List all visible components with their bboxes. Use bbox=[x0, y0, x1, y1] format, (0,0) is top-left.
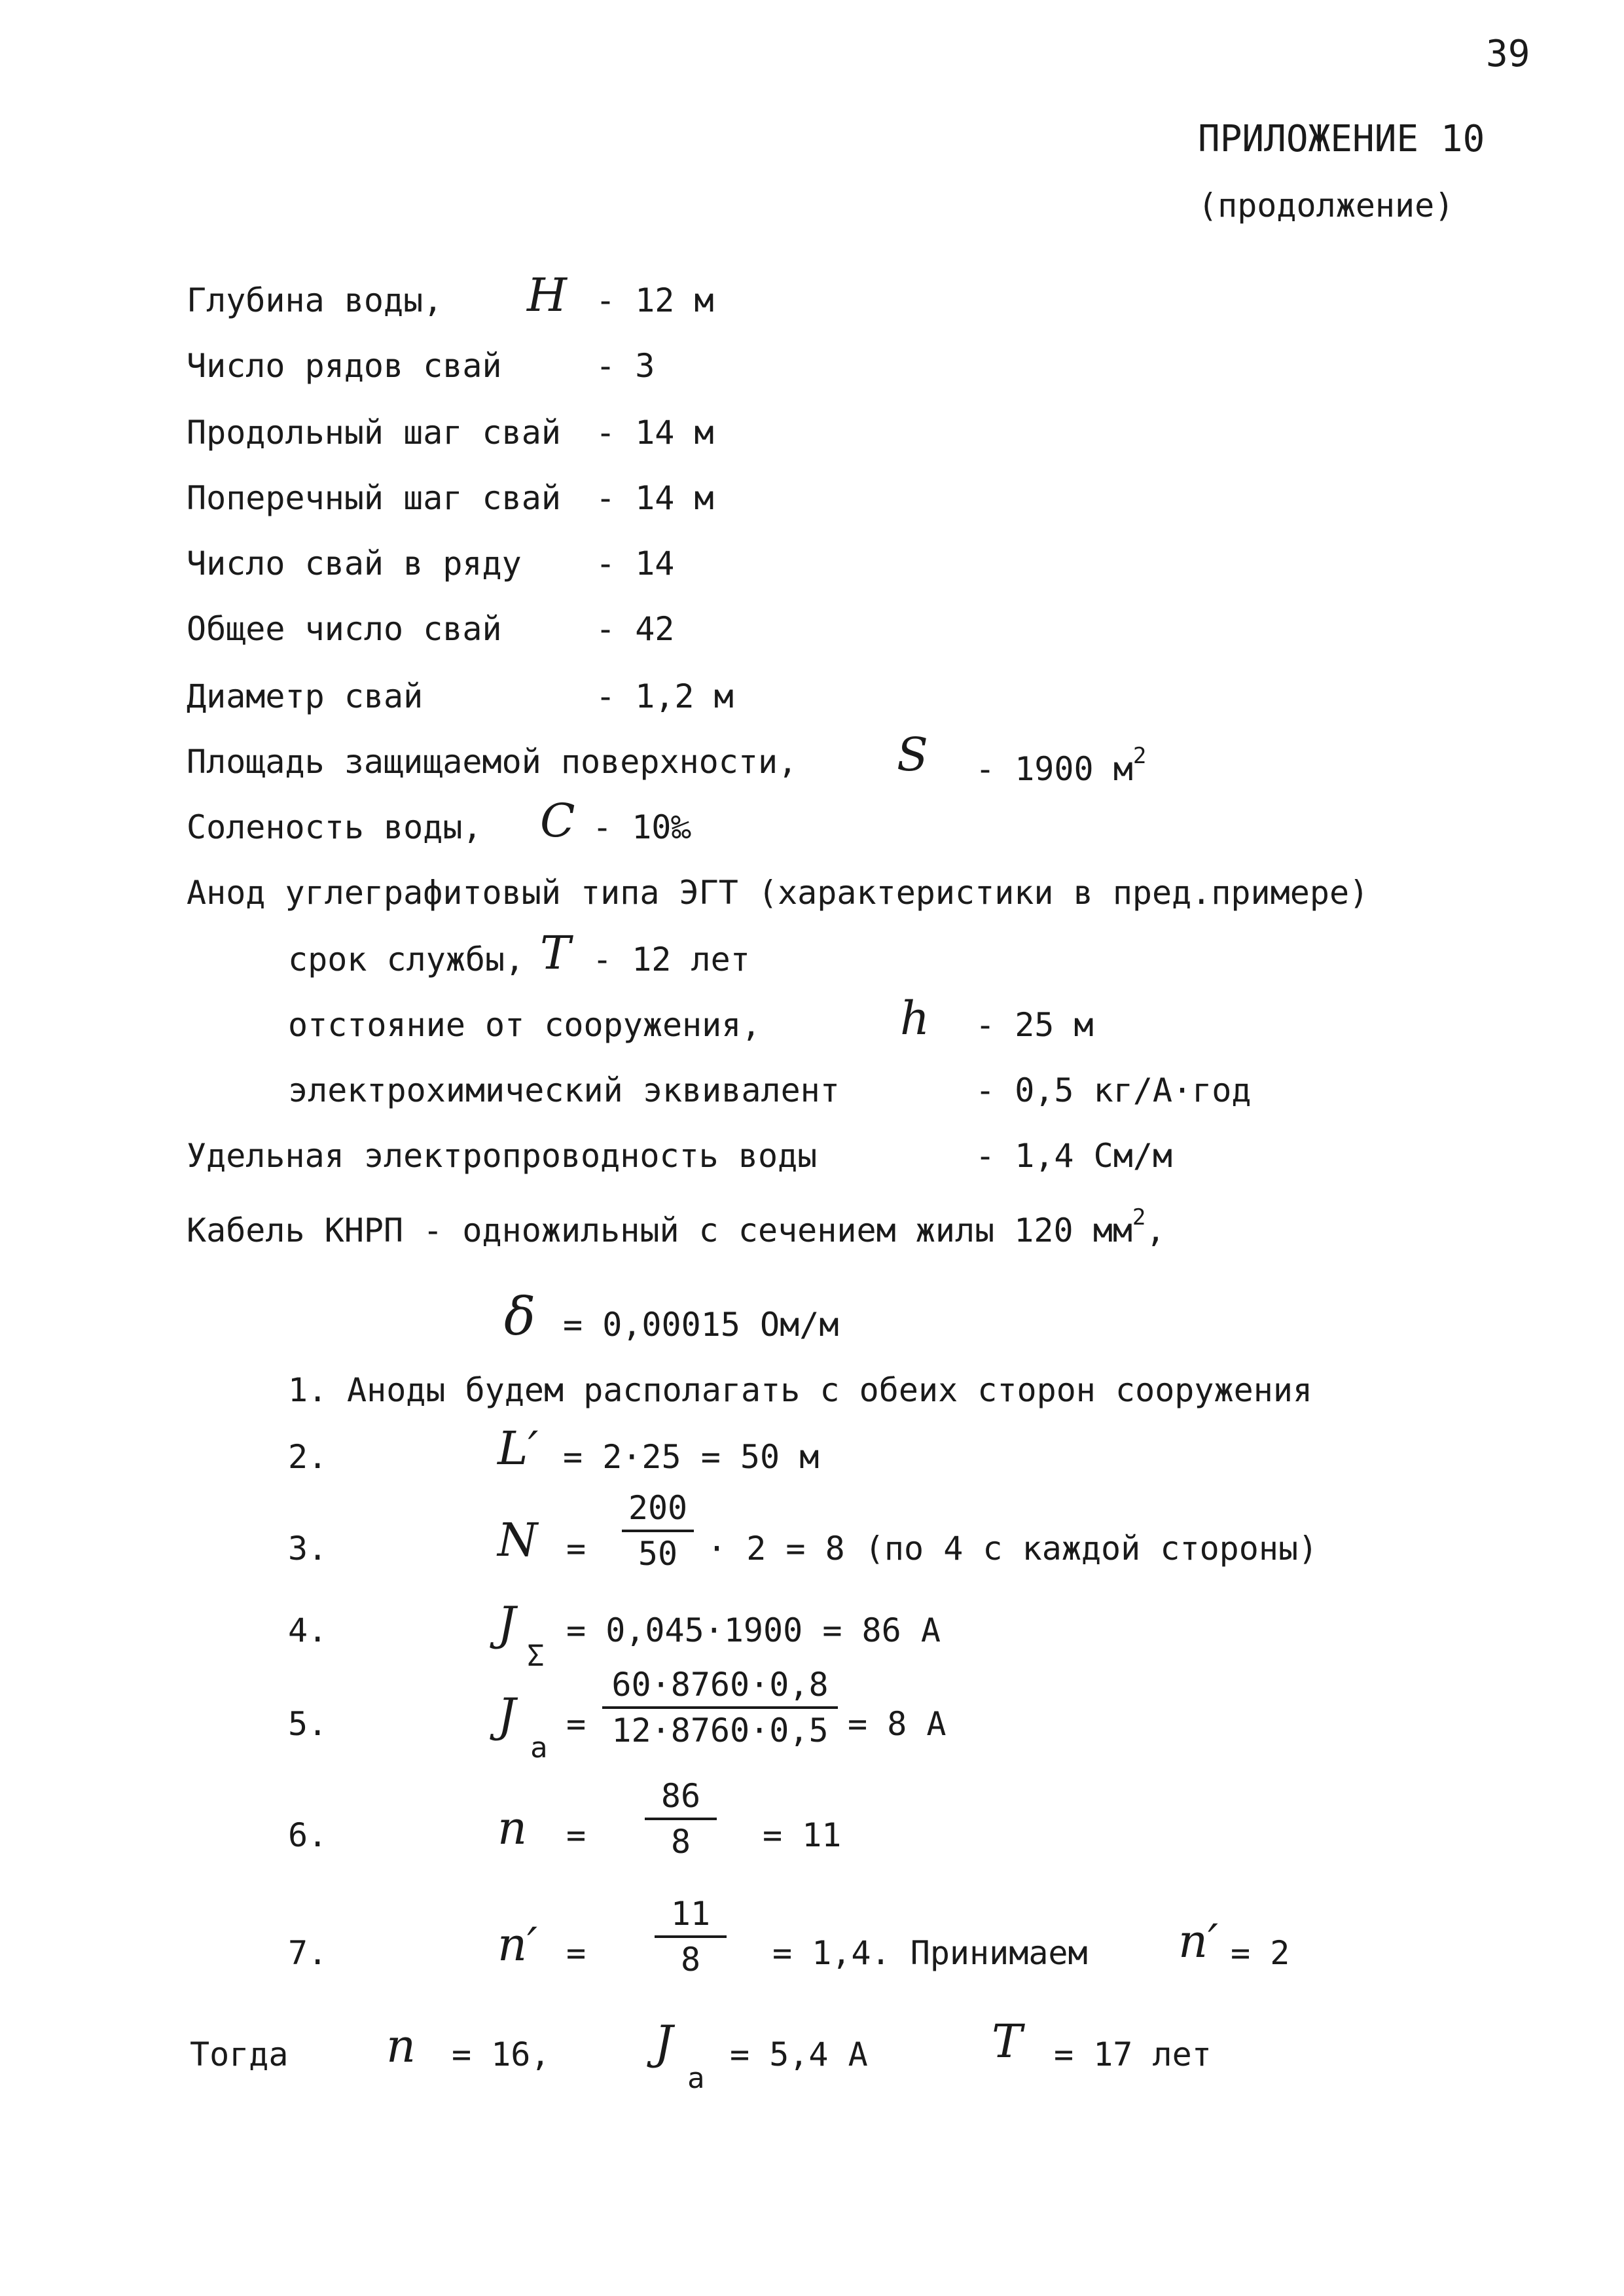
service-label: срок службы, bbox=[288, 941, 525, 978]
area-label: Площадь защищаемой поверхности, bbox=[187, 743, 798, 781]
cable-label bbox=[187, 1204, 1166, 1249]
step-5-subscript: a bbox=[530, 1731, 548, 1765]
page-number: 39 bbox=[1486, 33, 1530, 75]
service-value: - 12 лет bbox=[592, 941, 750, 978]
step-5-number: 5. bbox=[288, 1705, 328, 1743]
long-step-value: - 14 м bbox=[596, 414, 714, 452]
distance-value: - 25 м bbox=[975, 1006, 1094, 1044]
step-4-subscript: Σ bbox=[527, 1640, 545, 1673]
delta-symbol: δ bbox=[504, 1286, 536, 1347]
step-6-symbol: n bbox=[497, 1801, 528, 1855]
cable-exponent: 2 bbox=[1132, 1204, 1146, 1230]
step-6-numerator: 86 bbox=[645, 1777, 717, 1820]
depth-label: Глубина воды, bbox=[187, 281, 443, 319]
total-label: Общее число свай bbox=[187, 610, 502, 648]
conductivity-label: Удельная электропроводность воды bbox=[187, 1137, 818, 1175]
conclusion-ja-subscript: a bbox=[687, 2062, 705, 2095]
depth-value: - 12 м bbox=[596, 281, 714, 319]
conclusion-ja-value: = 5,4 А bbox=[730, 2036, 868, 2073]
step-4-symbol: J bbox=[497, 1597, 516, 1651]
step-5-fraction bbox=[602, 1666, 838, 1749]
per-row-value: - 14 bbox=[596, 545, 675, 583]
diameter-label: Диаметр свай bbox=[187, 677, 424, 715]
equiv-value: - 0,5 кг/А·год bbox=[975, 1071, 1252, 1109]
step-5-expression: = 8 А bbox=[848, 1705, 947, 1743]
step-7-result-symbol: n′ bbox=[1178, 1914, 1218, 1968]
step-6-fraction bbox=[645, 1777, 717, 1861]
step-1-text: Аноды будем располагать с обеих сторон сооружения bbox=[347, 1371, 1313, 1409]
area-value bbox=[975, 743, 1146, 788]
distance-symbol: h bbox=[900, 992, 930, 1045]
step-5-numerator: 60·8760·0,8 bbox=[602, 1666, 838, 1709]
step-2-expression: = 2·25 = 50 м bbox=[563, 1438, 820, 1476]
area-exponent: 2 bbox=[1132, 743, 1147, 769]
conclusion-ja-symbol: J bbox=[655, 2016, 674, 2070]
step-6-number: 6. bbox=[288, 1816, 328, 1854]
step-7-number: 7. bbox=[288, 1934, 328, 1972]
step-3-number: 3. bbox=[288, 1530, 328, 1568]
step-7-numerator: 11 bbox=[655, 1895, 727, 1938]
conductivity-value: - 1,4 См/м bbox=[975, 1137, 1173, 1175]
area-value-text: - 1900 м bbox=[975, 750, 1133, 788]
appendix-continuation: (продолжение) bbox=[1198, 187, 1454, 224]
step-2-symbol: L′ bbox=[497, 1422, 539, 1475]
step-4-number: 4. bbox=[288, 1611, 328, 1649]
step-3-expression: · 2 = 8 (по 4 с каждой стороны) bbox=[707, 1530, 1318, 1568]
salinity-symbol: C bbox=[540, 794, 575, 848]
step-6-denominator: 8 bbox=[670, 1823, 691, 1861]
step-7-result-value: = 2 bbox=[1231, 1934, 1290, 1972]
step-5-symbol: J bbox=[497, 1689, 516, 1742]
area-symbol: S bbox=[897, 728, 928, 781]
conclusion-label: Тогда bbox=[190, 2036, 289, 2073]
rows-value: - 3 bbox=[596, 347, 655, 385]
step-6-expression: = 11 bbox=[763, 1816, 842, 1854]
conclusion-t-symbol: T bbox=[992, 2015, 1022, 2068]
cross-step-value: - 14 м bbox=[596, 479, 714, 517]
rows-label: Число рядов свай bbox=[187, 347, 502, 385]
distance-label: отстояние от сооружения, bbox=[288, 1006, 761, 1044]
step-2-number: 2. bbox=[288, 1438, 328, 1476]
step-3-numerator: 200 bbox=[622, 1489, 694, 1532]
total-value: - 42 bbox=[596, 610, 675, 648]
step-5-denominator: 12·8760·0,5 bbox=[611, 1712, 829, 1749]
long-step-label: Продольный шаг свай bbox=[187, 414, 561, 452]
conclusion-n-value: = 16, bbox=[452, 2036, 550, 2073]
step-5-equals: = bbox=[566, 1705, 586, 1743]
service-symbol: T bbox=[540, 926, 571, 980]
salinity-value: - 10‰ bbox=[592, 808, 691, 846]
step-3-denominator: 50 bbox=[638, 1535, 678, 1573]
step-4-expression: = 0,045·1900 = 86 А bbox=[566, 1611, 941, 1649]
per-row-label: Число свай в ряду bbox=[187, 545, 522, 583]
cable-tail: , bbox=[1146, 1211, 1166, 1249]
step-7-fraction bbox=[655, 1895, 727, 1979]
step-7-symbol: n′ bbox=[497, 1918, 537, 1971]
anode-label: Анод углеграфитовый типа ЭГТ (характеристики в пред.примере) bbox=[187, 874, 1369, 912]
cross-step-label: Поперечный шаг свай bbox=[187, 479, 561, 517]
step-3-symbol: N bbox=[497, 1513, 538, 1567]
equiv-label: электрохимический эквивалент bbox=[288, 1071, 840, 1109]
delta-value: = 0,00015 Ом/м bbox=[563, 1306, 839, 1344]
conclusion-t-value: = 17 лет bbox=[1054, 2036, 1212, 2073]
diameter-value: - 1,2 м bbox=[596, 677, 734, 715]
depth-symbol: H bbox=[527, 268, 568, 322]
step-3-fraction bbox=[622, 1489, 694, 1573]
salinity-label: Соленость воды, bbox=[187, 808, 482, 846]
step-3-equals: = bbox=[566, 1530, 586, 1568]
step-1-number: 1. bbox=[288, 1371, 328, 1409]
appendix-title: ПРИЛОЖЕНИЕ 10 bbox=[1198, 118, 1485, 160]
step-7-denominator: 8 bbox=[680, 1941, 701, 1979]
step-7-expression: = 1,4. Принимаем bbox=[772, 1934, 1088, 1972]
cable-text: Кабель КНРП - одножильный с сечением жилы 120 мм bbox=[187, 1211, 1132, 1249]
step-7-equals: = bbox=[566, 1934, 586, 1972]
conclusion-n-symbol: n bbox=[386, 2019, 416, 2073]
step-6-equals: = bbox=[566, 1816, 586, 1854]
